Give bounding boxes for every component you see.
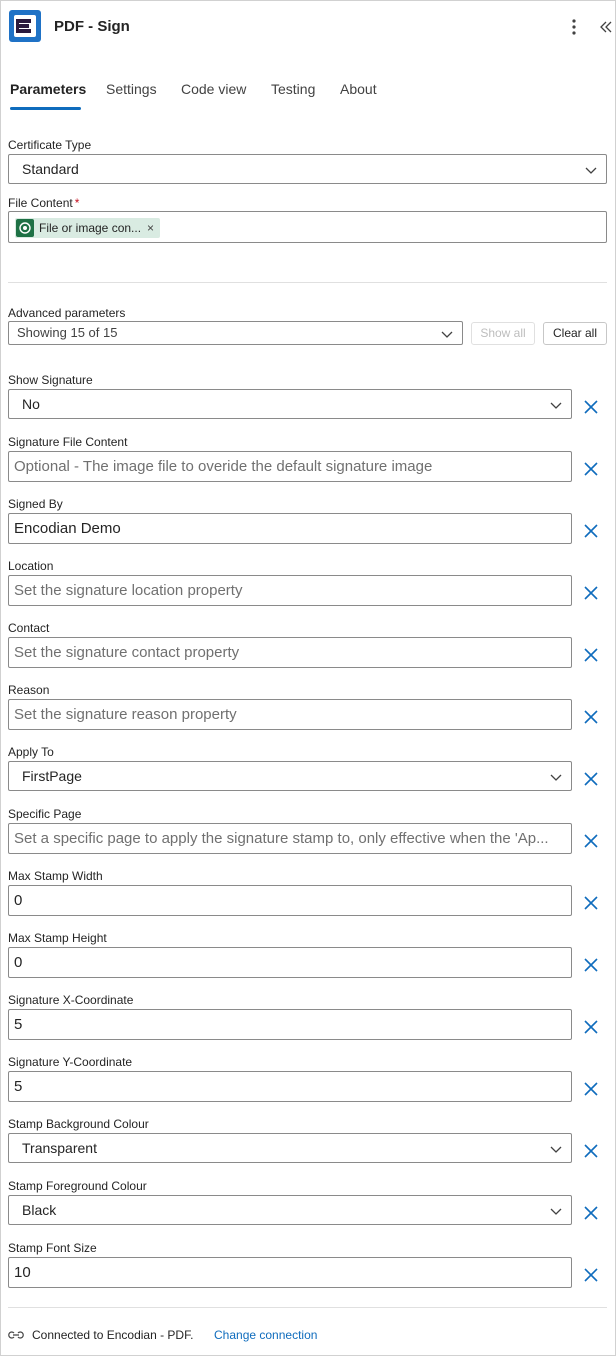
connection-footer xyxy=(1,1321,615,1351)
stamp-font-size-input[interactable] xyxy=(8,1257,572,1288)
footer-divider xyxy=(8,1307,607,1308)
apply-to-label: Apply To xyxy=(8,745,54,759)
signed-by-label: Signed By xyxy=(8,497,63,511)
remove-contact-icon[interactable] xyxy=(583,647,599,663)
location-label: Location xyxy=(8,559,54,573)
tab-parameters[interactable]: Parameters xyxy=(10,81,87,97)
reason-input[interactable] xyxy=(8,699,572,730)
signed-by-input[interactable] xyxy=(8,513,572,544)
reason-placeholder: Set the signature reason property xyxy=(14,706,237,723)
stamp-font-size-label: Stamp Font Size xyxy=(8,1241,97,1255)
token-label: File or image con... xyxy=(39,221,142,235)
signature-x-coordinate-label: Signature X-Coordinate xyxy=(8,993,134,1007)
remove-stamp-font-size-icon[interactable] xyxy=(583,1267,599,1283)
tab-bar xyxy=(1,71,615,111)
remove-signature-x-coordinate-icon[interactable] xyxy=(583,1019,599,1035)
apply-to-value: FirstPage xyxy=(22,768,82,784)
signature-x-coordinate-input[interactable] xyxy=(8,1009,572,1040)
remove-show-signature-icon[interactable] xyxy=(583,399,599,415)
stamp-foreground-colour-label: Stamp Foreground Colour xyxy=(8,1179,147,1193)
remove-signed-by-icon[interactable] xyxy=(583,523,599,539)
chevron-down-icon xyxy=(549,762,563,790)
max-stamp-width-input[interactable] xyxy=(8,885,572,916)
max-stamp-height-value: 0 xyxy=(14,954,23,971)
double-chevron-left-icon[interactable] xyxy=(597,15,615,37)
chevron-down-icon xyxy=(584,155,598,183)
remove-signature-y-coordinate-icon[interactable] xyxy=(583,1081,599,1097)
show-all-button[interactable]: Show all xyxy=(471,322,535,345)
remove-reason-icon[interactable] xyxy=(583,709,599,725)
chevron-down-icon xyxy=(549,390,563,418)
remove-max-stamp-width-icon[interactable] xyxy=(583,895,599,911)
signature-file-content-placeholder: Optional - The image file to overide the default signature image xyxy=(14,458,433,475)
stamp-foreground-colour-value: Black xyxy=(22,1202,57,1218)
max-stamp-width-value: 0 xyxy=(14,892,23,909)
contact-placeholder: Set the signature contact property xyxy=(14,644,240,661)
max-stamp-height-input[interactable] xyxy=(8,947,572,978)
change-connection-link[interactable]: Change connection xyxy=(214,1328,318,1342)
token-remove-icon[interactable]: × xyxy=(147,221,155,235)
chevron-down-icon xyxy=(549,1196,563,1224)
specific-page-label: Specific Page xyxy=(8,807,82,821)
panel-title: PDF - Sign xyxy=(54,18,130,35)
advanced-parameters-label: Advanced parameters xyxy=(8,306,126,320)
specific-page-placeholder: Set a specific page to apply the signature stamp to, only effective when the 'Ap... xyxy=(14,830,549,847)
tab-testing[interactable]: Testing xyxy=(271,81,316,97)
remove-stamp-foreground-colour-icon[interactable] xyxy=(583,1205,599,1221)
location-input[interactable] xyxy=(8,575,572,606)
clear-all-button[interactable]: Clear all xyxy=(543,322,607,345)
certificate-type-select[interactable] xyxy=(8,154,607,184)
remove-stamp-background-colour-icon[interactable] xyxy=(583,1143,599,1159)
stamp-font-size-value: 10 xyxy=(14,1264,31,1281)
tab-settings[interactable]: Settings xyxy=(106,81,157,97)
signature-file-content-label: Signature File Content xyxy=(8,435,128,449)
contact-input[interactable] xyxy=(8,637,572,668)
location-placeholder: Set the signature location property xyxy=(14,582,243,599)
required-marker: * xyxy=(74,196,80,210)
apply-to-select[interactable] xyxy=(8,761,572,791)
reason-label: Reason xyxy=(8,683,50,697)
tab-code-view[interactable]: Code view xyxy=(181,81,247,97)
show-signature-label: Show Signature xyxy=(8,373,93,387)
signature-x-coordinate-value: 5 xyxy=(14,1016,23,1033)
tab-about[interactable]: About xyxy=(340,81,377,97)
advanced-parameters-value: Showing 15 of 15 xyxy=(17,325,118,340)
file-content-input[interactable] xyxy=(8,211,607,243)
remove-apply-to-icon[interactable] xyxy=(583,771,599,787)
signature-y-coordinate-label: Signature Y-Coordinate xyxy=(8,1055,133,1069)
chevron-down-icon xyxy=(549,1134,563,1162)
certificate-type-label: Certificate Type xyxy=(8,138,92,152)
stamp-background-colour-value: Transparent xyxy=(22,1140,97,1156)
stamp-background-colour-label: Stamp Background Colour xyxy=(8,1117,149,1131)
stamp-background-colour-select[interactable] xyxy=(8,1133,572,1163)
file-content-label: File Content * xyxy=(8,196,80,210)
certificate-type-value: Standard xyxy=(22,161,79,177)
signature-y-coordinate-input[interactable] xyxy=(8,1071,572,1102)
remove-location-icon[interactable] xyxy=(583,585,599,601)
advanced-parameters-select[interactable] xyxy=(8,321,463,345)
contact-label: Contact xyxy=(8,621,50,635)
remove-max-stamp-height-icon[interactable] xyxy=(583,957,599,973)
show-signature-value: No xyxy=(22,396,40,412)
encodian-logo-icon xyxy=(9,10,41,42)
section-divider xyxy=(8,282,607,283)
max-stamp-width-label: Max Stamp Width xyxy=(8,869,103,883)
connection-status-text: Connected to Encodian - PDF. xyxy=(32,1328,194,1342)
dynamic-content-token[interactable] xyxy=(15,218,160,238)
chevron-down-icon xyxy=(440,322,454,344)
dynamic-content-icon xyxy=(16,219,34,237)
remove-specific-page-icon[interactable] xyxy=(583,833,599,849)
remove-signature-file-content-icon[interactable] xyxy=(583,461,599,477)
max-stamp-height-label: Max Stamp Height xyxy=(8,931,107,945)
signed-by-value: Encodian Demo xyxy=(14,520,121,537)
panel-header xyxy=(1,1,615,53)
stamp-foreground-colour-select[interactable] xyxy=(8,1195,572,1225)
specific-page-input[interactable] xyxy=(8,823,572,854)
signature-file-content-input[interactable] xyxy=(8,451,572,482)
active-tab-indicator xyxy=(10,107,81,110)
show-signature-select[interactable] xyxy=(8,389,572,419)
signature-y-coordinate-value: 5 xyxy=(14,1078,23,1095)
more-vertical-icon[interactable] xyxy=(566,15,582,37)
connection-icon xyxy=(8,1327,24,1343)
